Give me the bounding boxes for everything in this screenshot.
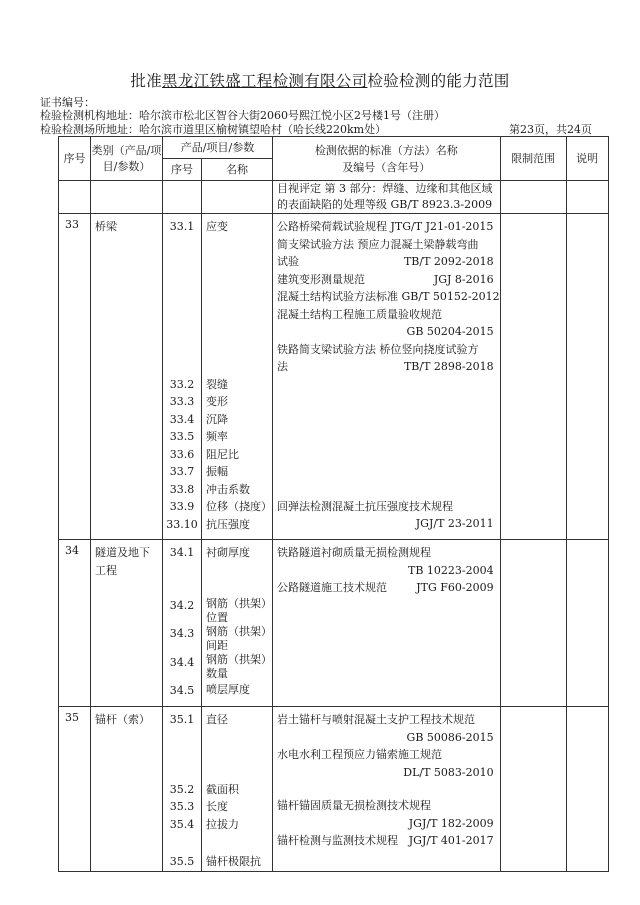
table-row	[59, 181, 609, 214]
header-limit: 限制范围	[500, 137, 566, 181]
cert-number-label: 证书编号：	[40, 96, 95, 109]
row-seq: 33	[59, 214, 91, 540]
row-category: 桥梁	[91, 214, 163, 540]
header-standard: 检测依据的标准（方法）名称 及编号（含年号）	[273, 137, 501, 181]
capability-table	[58, 136, 609, 872]
table-row	[59, 214, 609, 540]
header-note: 说明	[566, 137, 608, 181]
table-row	[59, 707, 609, 872]
item-name-list: 直径 截面积 长度 拉拔力 锚杆极限抗	[202, 707, 273, 872]
standard-cell: 公路桥梁荷载试验规程 JTG/T J21-01-2015 简支梁试验方法 预应力混凝土梁静载弯曲 试验 TB/T 2092-2018 建筑变形测量规范 JGJ 8-2016 混凝土结构试验方法标准 GB/T 50152-2012 混凝土结构工程施工质量验收规范 GB 50204-2015 铁路简支梁试验方法 桥位竖向挠度试验方 法 TB/T 2898-2018 回弹法检测混凝土抗压强度技术规程 JGJ/T 23-2011	[273, 214, 501, 540]
row-category: 隧道及地下 工程	[91, 540, 163, 707]
standard-cell: 目视评定 第 3 部分：焊缝、边缘和其他区域 的表面缺陷的处理等级 GB/T 8923.3-2009	[273, 181, 501, 214]
header-seq: 序号	[59, 137, 91, 181]
table-row	[59, 540, 609, 707]
standard-cell: 铁路隧道衬砌质量无损检测规程 TB 10223-2004 公路隧道施工技术规范 JTG F60-2009	[273, 540, 501, 707]
header-product-group: 产品/项目/参数	[163, 137, 273, 159]
header-name: 名称	[202, 159, 273, 181]
page-info: 第23页，共24页	[509, 123, 592, 136]
header-sub-seq: 序号	[163, 159, 202, 181]
sub-seq-list: 33.1 33.2 33.3 33.4 33.5 33.6 33.7 33.8 33.9 33.10	[163, 214, 202, 540]
org-address: 检验检测机构地址：哈尔滨市松北区智谷大街2060号熙江悦小区2号楼1号（注册）	[40, 109, 445, 122]
page-title: 批准黑龙江铁盛工程检测有限公司检验检测的能力范围	[130, 72, 510, 90]
header-category: 类别（产品/项目/参数）	[91, 137, 163, 181]
row-seq: 34	[59, 540, 91, 707]
company-name: 黑龙江铁盛工程检测有限公司	[162, 72, 368, 90]
row-seq: 35	[59, 707, 91, 872]
sub-seq-list: 34.1 34.2 34.3 34.4 34.5	[163, 540, 202, 707]
site-address: 检验检测场所地址：哈尔滨市道里区榆树镇望哈村（哈长线220km处）	[40, 123, 387, 136]
standard-cell: 岩土锚杆与喷射混凝土支护工程技术规范 GB 50086-2015 水电水利工程预应力锚索施工规范 DL/T 5083-2010 锚杆锚固质量无损检测技术规程 JGJ/T 182-2009 锚杆检测与监测技术规程 JGJ/T 401-2017	[273, 707, 501, 872]
sub-seq-list: 35.1 35.2 35.3 35.4 35.5	[163, 707, 202, 872]
item-name-list: 应变 裂缝 变形 沉降 频率 阻尼比 振幅 冲击系数 位移（挠度） 抗压强度	[202, 214, 273, 540]
item-name-list: 衬砌厚度 钢筋（拱架） 位置 钢筋（拱架） 间距 钢筋（拱架） 数量 喷层厚度	[202, 540, 273, 707]
row-category: 锚杆（索）	[91, 707, 163, 872]
